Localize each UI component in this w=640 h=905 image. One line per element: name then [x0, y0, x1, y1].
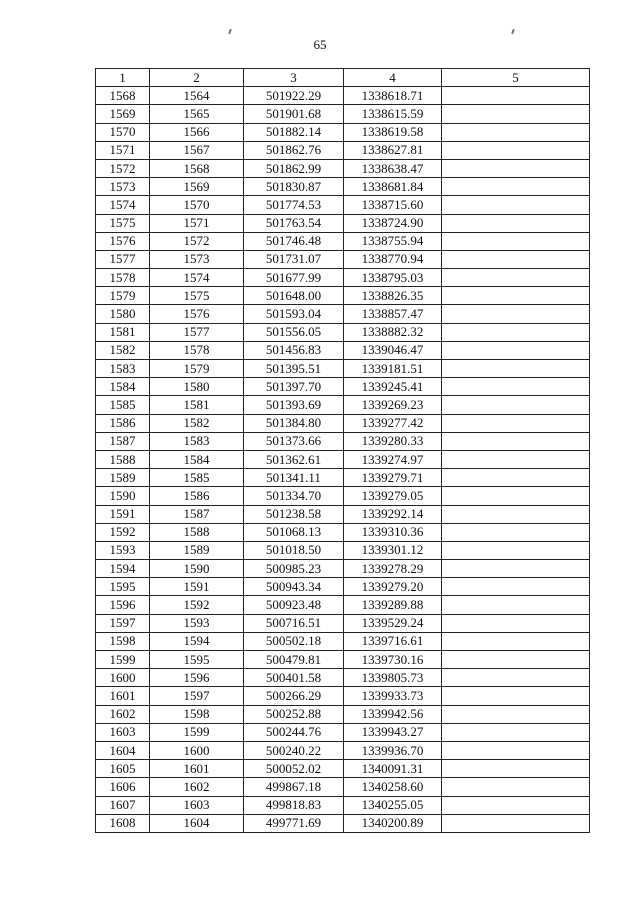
x-coordinate-cell: 501862.99	[244, 159, 344, 177]
x-coordinate-cell: 501593.04	[244, 305, 344, 323]
x-coordinate-cell: 501746.48	[244, 232, 344, 250]
table-row	[96, 378, 590, 396]
ref-number-cell: 1580	[150, 378, 244, 396]
y-coordinate-cell: 1338724.90	[344, 214, 442, 232]
point-number-cell: 1591	[96, 505, 150, 523]
point-number-cell: 1597	[96, 614, 150, 632]
y-coordinate-cell: 1339277.42	[344, 414, 442, 432]
ref-number-cell: 1570	[150, 196, 244, 214]
point-number-cell: 1581	[96, 323, 150, 341]
note-cell	[442, 360, 590, 378]
ref-number-cell: 1568	[150, 159, 244, 177]
table-body	[96, 87, 590, 833]
y-coordinate-cell: 1339310.36	[344, 523, 442, 541]
y-coordinate-cell: 1338882.32	[344, 323, 442, 341]
x-coordinate-cell: 501677.99	[244, 269, 344, 287]
x-coordinate-cell: 500502.18	[244, 632, 344, 650]
note-cell	[442, 760, 590, 778]
y-coordinate-cell: 1339181.51	[344, 360, 442, 378]
table-row	[96, 360, 590, 378]
table-row	[96, 396, 590, 414]
ref-number-cell: 1581	[150, 396, 244, 414]
x-coordinate-cell: 501397.70	[244, 378, 344, 396]
note-cell	[442, 687, 590, 705]
ref-number-cell: 1585	[150, 469, 244, 487]
x-coordinate-cell: 501763.54	[244, 214, 344, 232]
column-header: 5	[442, 69, 590, 87]
note-cell	[442, 432, 590, 450]
column-header: 3	[244, 69, 344, 87]
ref-number-cell: 1579	[150, 360, 244, 378]
note-cell	[442, 214, 590, 232]
point-number-cell: 1599	[96, 651, 150, 669]
table-row	[96, 269, 590, 287]
table-row	[96, 159, 590, 177]
ref-number-cell: 1574	[150, 269, 244, 287]
ref-number-cell: 1590	[150, 560, 244, 578]
note-cell	[442, 323, 590, 341]
y-coordinate-cell: 1338615.59	[344, 105, 442, 123]
point-number-cell: 1603	[96, 723, 150, 741]
point-number-cell: 1578	[96, 269, 150, 287]
point-number-cell: 1608	[96, 814, 150, 832]
y-coordinate-cell: 1339280.33	[344, 432, 442, 450]
column-header: 1	[96, 69, 150, 87]
point-number-cell: 1571	[96, 141, 150, 159]
table-row	[96, 450, 590, 468]
note-cell	[442, 741, 590, 759]
point-number-cell: 1605	[96, 760, 150, 778]
ref-number-cell: 1578	[150, 341, 244, 359]
table-row	[96, 305, 590, 323]
note-cell	[442, 105, 590, 123]
y-coordinate-cell: 1339933.73	[344, 687, 442, 705]
point-number-cell: 1575	[96, 214, 150, 232]
ref-number-cell: 1600	[150, 741, 244, 759]
point-number-cell: 1568	[96, 87, 150, 105]
note-cell	[442, 341, 590, 359]
point-number-cell: 1572	[96, 159, 150, 177]
point-number-cell: 1594	[96, 560, 150, 578]
table-row	[96, 141, 590, 159]
point-number-cell: 1579	[96, 287, 150, 305]
table-row	[96, 523, 590, 541]
table-row	[96, 287, 590, 305]
y-coordinate-cell: 1340258.60	[344, 778, 442, 796]
y-coordinate-cell: 1338857.47	[344, 305, 442, 323]
note-cell	[442, 196, 590, 214]
x-coordinate-cell: 500052.02	[244, 760, 344, 778]
x-coordinate-cell: 501362.61	[244, 450, 344, 468]
ref-number-cell: 1583	[150, 432, 244, 450]
point-number-cell: 1570	[96, 123, 150, 141]
point-number-cell: 1602	[96, 705, 150, 723]
table-row	[96, 541, 590, 559]
x-coordinate-cell: 499771.69	[244, 814, 344, 832]
ref-number-cell: 1602	[150, 778, 244, 796]
x-coordinate-cell: 501922.29	[244, 87, 344, 105]
y-coordinate-cell: 1339730.16	[344, 651, 442, 669]
note-cell	[442, 232, 590, 250]
ref-number-cell: 1588	[150, 523, 244, 541]
point-number-cell: 1600	[96, 669, 150, 687]
y-coordinate-cell: 1338795.03	[344, 269, 442, 287]
table-row	[96, 432, 590, 450]
note-cell	[442, 560, 590, 578]
x-coordinate-cell: 501384.80	[244, 414, 344, 432]
note-cell	[442, 378, 590, 396]
y-coordinate-cell: 1339245.41	[344, 378, 442, 396]
point-number-cell: 1607	[96, 796, 150, 814]
note-cell	[442, 450, 590, 468]
ref-number-cell: 1569	[150, 178, 244, 196]
x-coordinate-cell: 501238.58	[244, 505, 344, 523]
point-number-cell: 1585	[96, 396, 150, 414]
ref-number-cell: 1567	[150, 141, 244, 159]
y-coordinate-cell: 1339529.24	[344, 614, 442, 632]
y-coordinate-cell: 1339805.73	[344, 669, 442, 687]
point-number-cell: 1606	[96, 778, 150, 796]
point-number-cell: 1592	[96, 523, 150, 541]
note-cell	[442, 159, 590, 177]
page-number: 65	[313, 37, 327, 52]
point-number-cell: 1583	[96, 360, 150, 378]
y-coordinate-cell: 1339301.12	[344, 541, 442, 559]
ref-number-cell: 1593	[150, 614, 244, 632]
table-row	[96, 232, 590, 250]
point-number-cell: 1580	[96, 305, 150, 323]
y-coordinate-cell: 1339279.05	[344, 487, 442, 505]
table-row	[96, 814, 590, 832]
note-cell	[442, 814, 590, 832]
note-cell	[442, 596, 590, 614]
note-cell	[442, 287, 590, 305]
table-row	[96, 578, 590, 596]
y-coordinate-cell: 1339936.70	[344, 741, 442, 759]
table-row	[96, 741, 590, 759]
point-number-cell: 1577	[96, 250, 150, 268]
ref-number-cell: 1601	[150, 760, 244, 778]
point-number-cell: 1590	[96, 487, 150, 505]
point-number-cell: 1593	[96, 541, 150, 559]
note-cell	[442, 487, 590, 505]
y-coordinate-cell: 1338638.47	[344, 159, 442, 177]
x-coordinate-cell: 500716.51	[244, 614, 344, 632]
y-coordinate-cell: 1339279.71	[344, 469, 442, 487]
y-coordinate-cell: 1339716.61	[344, 632, 442, 650]
point-number-cell: 1595	[96, 578, 150, 596]
x-coordinate-cell: 501341.11	[244, 469, 344, 487]
point-number-cell: 1588	[96, 450, 150, 468]
ref-number-cell: 1575	[150, 287, 244, 305]
note-cell	[442, 414, 590, 432]
point-number-cell: 1598	[96, 632, 150, 650]
table-row	[96, 469, 590, 487]
ref-number-cell: 1603	[150, 796, 244, 814]
y-coordinate-cell: 1339274.97	[344, 450, 442, 468]
table-row	[96, 323, 590, 341]
table-row	[96, 723, 590, 741]
y-coordinate-cell: 1339943.27	[344, 723, 442, 741]
point-number-cell: 1601	[96, 687, 150, 705]
point-number-cell: 1576	[96, 232, 150, 250]
table-row	[96, 178, 590, 196]
x-coordinate-cell: 500244.76	[244, 723, 344, 741]
y-coordinate-cell: 1338826.35	[344, 287, 442, 305]
column-header: 2	[150, 69, 244, 87]
table-row	[96, 214, 590, 232]
ref-number-cell: 1564	[150, 87, 244, 105]
table-row	[96, 87, 590, 105]
note-cell	[442, 396, 590, 414]
ref-number-cell: 1589	[150, 541, 244, 559]
y-coordinate-cell: 1338619.58	[344, 123, 442, 141]
x-coordinate-cell: 501648.00	[244, 287, 344, 305]
table-row	[96, 414, 590, 432]
x-coordinate-cell: 500479.81	[244, 651, 344, 669]
table-row	[96, 487, 590, 505]
x-coordinate-cell: 501018.50	[244, 541, 344, 559]
note-cell	[442, 796, 590, 814]
y-coordinate-cell: 1339279.20	[344, 578, 442, 596]
note-cell	[442, 632, 590, 650]
note-cell	[442, 541, 590, 559]
x-coordinate-cell: 501882.14	[244, 123, 344, 141]
point-number-cell: 1569	[96, 105, 150, 123]
x-coordinate-cell: 500923.48	[244, 596, 344, 614]
table-row	[96, 669, 590, 687]
y-coordinate-cell: 1339942.56	[344, 705, 442, 723]
x-coordinate-cell: 501456.83	[244, 341, 344, 359]
table-row	[96, 250, 590, 268]
x-coordinate-cell: 500943.34	[244, 578, 344, 596]
x-coordinate-cell: 501395.51	[244, 360, 344, 378]
ref-number-cell: 1599	[150, 723, 244, 741]
ref-number-cell: 1576	[150, 305, 244, 323]
y-coordinate-cell: 1338770.94	[344, 250, 442, 268]
ref-number-cell: 1596	[150, 669, 244, 687]
ref-number-cell: 1597	[150, 687, 244, 705]
y-coordinate-cell: 1338715.60	[344, 196, 442, 214]
x-coordinate-cell: 501731.07	[244, 250, 344, 268]
ref-number-cell: 1591	[150, 578, 244, 596]
ref-number-cell: 1573	[150, 250, 244, 268]
ref-number-cell: 1604	[150, 814, 244, 832]
table-row	[96, 687, 590, 705]
x-coordinate-cell: 500266.29	[244, 687, 344, 705]
y-coordinate-cell: 1339292.14	[344, 505, 442, 523]
ref-number-cell: 1584	[150, 450, 244, 468]
note-cell	[442, 123, 590, 141]
x-coordinate-cell: 501068.13	[244, 523, 344, 541]
column-header: 4	[344, 69, 442, 87]
note-cell	[442, 523, 590, 541]
note-cell	[442, 87, 590, 105]
note-cell	[442, 651, 590, 669]
x-coordinate-cell: 500985.23	[244, 560, 344, 578]
y-coordinate-cell: 1338618.71	[344, 87, 442, 105]
note-cell	[442, 669, 590, 687]
table-row	[96, 705, 590, 723]
y-coordinate-cell: 1338681.84	[344, 178, 442, 196]
table-row	[96, 505, 590, 523]
x-coordinate-cell: 500240.22	[244, 741, 344, 759]
x-coordinate-cell: 501393.69	[244, 396, 344, 414]
ref-number-cell: 1594	[150, 632, 244, 650]
y-coordinate-cell: 1338627.81	[344, 141, 442, 159]
note-cell	[442, 141, 590, 159]
note-cell	[442, 469, 590, 487]
y-coordinate-cell: 1339278.29	[344, 560, 442, 578]
scan-speck	[228, 29, 232, 34]
note-cell	[442, 705, 590, 723]
y-coordinate-cell: 1339046.47	[344, 341, 442, 359]
ref-number-cell: 1598	[150, 705, 244, 723]
table-row	[96, 796, 590, 814]
x-coordinate-cell: 501334.70	[244, 487, 344, 505]
table-row	[96, 341, 590, 359]
x-coordinate-cell: 499818.83	[244, 796, 344, 814]
x-coordinate-cell: 500252.88	[244, 705, 344, 723]
x-coordinate-cell: 501373.66	[244, 432, 344, 450]
note-cell	[442, 178, 590, 196]
ref-number-cell: 1586	[150, 487, 244, 505]
x-coordinate-cell: 499867.18	[244, 778, 344, 796]
x-coordinate-cell: 501901.68	[244, 105, 344, 123]
point-number-cell: 1584	[96, 378, 150, 396]
ref-number-cell: 1582	[150, 414, 244, 432]
y-coordinate-cell: 1339289.88	[344, 596, 442, 614]
x-coordinate-cell: 501830.87	[244, 178, 344, 196]
note-cell	[442, 250, 590, 268]
ref-number-cell: 1595	[150, 651, 244, 669]
ref-number-cell: 1577	[150, 323, 244, 341]
y-coordinate-cell: 1340091.31	[344, 760, 442, 778]
y-coordinate-cell: 1340200.89	[344, 814, 442, 832]
note-cell	[442, 778, 590, 796]
note-cell	[442, 614, 590, 632]
coordinates-table	[95, 68, 590, 833]
y-coordinate-cell: 1338755.94	[344, 232, 442, 250]
table-row	[96, 651, 590, 669]
point-number-cell: 1587	[96, 432, 150, 450]
table-header-row	[96, 69, 590, 87]
table-row	[96, 778, 590, 796]
ref-number-cell: 1572	[150, 232, 244, 250]
ref-number-cell: 1566	[150, 123, 244, 141]
table-row	[96, 560, 590, 578]
x-coordinate-cell: 500401.58	[244, 669, 344, 687]
point-number-cell: 1582	[96, 341, 150, 359]
scan-speck	[511, 29, 515, 34]
table-row	[96, 614, 590, 632]
x-coordinate-cell: 501556.05	[244, 323, 344, 341]
note-cell	[442, 505, 590, 523]
point-number-cell: 1574	[96, 196, 150, 214]
point-number-cell: 1596	[96, 596, 150, 614]
ref-number-cell: 1587	[150, 505, 244, 523]
y-coordinate-cell: 1340255.05	[344, 796, 442, 814]
x-coordinate-cell: 501862.76	[244, 141, 344, 159]
point-number-cell: 1586	[96, 414, 150, 432]
table-row	[96, 105, 590, 123]
ref-number-cell: 1592	[150, 596, 244, 614]
note-cell	[442, 578, 590, 596]
ref-number-cell: 1565	[150, 105, 244, 123]
point-number-cell: 1573	[96, 178, 150, 196]
y-coordinate-cell: 1339269.23	[344, 396, 442, 414]
note-cell	[442, 723, 590, 741]
ref-number-cell: 1571	[150, 214, 244, 232]
table-row	[96, 123, 590, 141]
table-row	[96, 196, 590, 214]
note-cell	[442, 269, 590, 287]
table-row	[96, 596, 590, 614]
point-number-cell: 1604	[96, 741, 150, 759]
note-cell	[442, 305, 590, 323]
x-coordinate-cell: 501774.53	[244, 196, 344, 214]
point-number-cell: 1589	[96, 469, 150, 487]
table-row	[96, 760, 590, 778]
table-row	[96, 632, 590, 650]
